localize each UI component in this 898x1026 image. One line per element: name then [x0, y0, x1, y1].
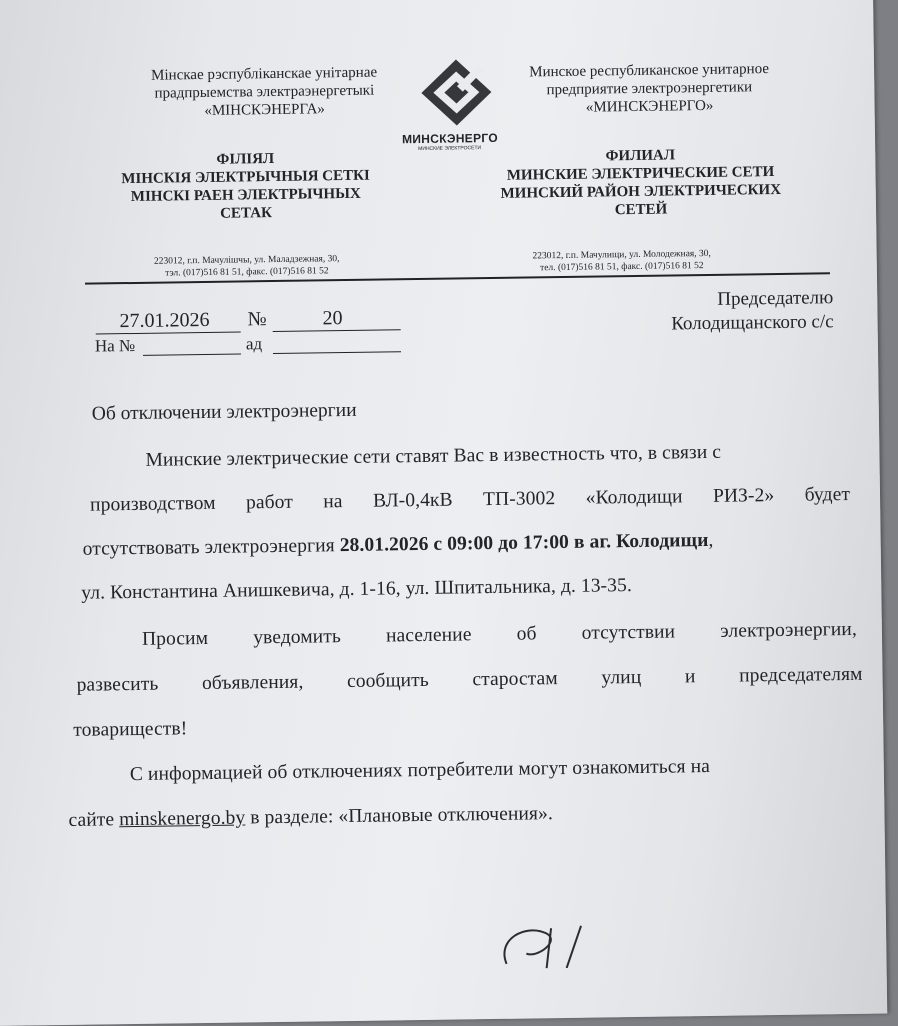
- paragraph-1-line-3: [83, 530, 714, 561]
- word: и: [684, 666, 696, 688]
- addressee: Председателю Колодищанского с/с: [671, 287, 834, 335]
- word: будет: [804, 483, 851, 506]
- word: на: [323, 491, 343, 513]
- word: развесить: [76, 673, 159, 696]
- website-suffix: в разделе: «Плановые отключения».: [245, 803, 553, 829]
- minskenergo-logo-icon: [409, 57, 505, 128]
- number-underline: [273, 329, 401, 332]
- word: Просим: [141, 627, 209, 650]
- paragraph-3-line-1: С информацией об отключениях потребители могут ознакомиться на: [129, 755, 711, 786]
- word: РИЗ-2»: [712, 485, 775, 507]
- signature-icon: [466, 907, 627, 969]
- logo-name: МИНСКЭНЕРГО: [401, 130, 499, 147]
- word: «Колодищи: [585, 486, 683, 509]
- paragraph-2-line-3: товариществ!: [73, 718, 188, 741]
- word: население: [385, 624, 472, 647]
- word: объявления,: [201, 671, 304, 695]
- website-prefix: сайте: [68, 809, 120, 831]
- branch-name-by: ФІЛІЯЛ МІНСКІЯ ЭЛЕКТРЫЧНЫЯ СЕТКІ МІНСКІ РАЕН ЭЛЕКТРЫЧНЫХ СЕТАК: [121, 151, 370, 222]
- company-logo: [401, 57, 505, 158]
- word: отсутствии: [581, 621, 676, 644]
- paragraph-3-line-2: [68, 803, 553, 832]
- word: ВЛ-0,4кВ: [372, 489, 453, 512]
- outage-date-place: 28.01.2026 с 09:00 до 17:00 в аг. Колодищи: [339, 529, 709, 557]
- paragraph-2-line-1: [142, 619, 857, 651]
- paragraph-1-line-4: ул. Константина Анишкевича, д. 1-16, ул. Шпитальника, д. 13-35.: [81, 575, 633, 604]
- word: об: [516, 623, 537, 645]
- letter-subject: Об отключении электроэнергии: [91, 399, 357, 425]
- word: старостам: [472, 668, 558, 691]
- address-ru: 223012, г.п. Мачулищи, ул. Молодежная, 30, тел. (017)516 81 51, факс. (017)516 81 52: [532, 248, 711, 274]
- org-name-by: Мінскае рэспубліканскае унітарнае прадпрыемства электраэнергетыкі «МІНСКЭНЕРГА»: [151, 64, 378, 119]
- reference-label: На №: [94, 335, 136, 356]
- logo-subtitle: МИНСКИЕ ЭЛЕКТРОСЕТИ: [418, 145, 482, 152]
- paragraph-1-line-1: Минские электрические сети ставят Вас в известность что, в связи с: [145, 441, 722, 471]
- word: уведомить: [253, 626, 342, 649]
- word: улиц: [601, 666, 642, 689]
- word: электроэнергии,: [720, 618, 858, 642]
- address-by: 223012, г.п. Мачулішчы, ул. Маладзежная, 30, тэл. (017)516 81 51, факс. (017)516 81 52: [153, 254, 340, 279]
- outage-text: отсутствовать электроэнергия: [82, 535, 340, 560]
- letter-number: 20: [322, 307, 343, 330]
- reference-underline: [143, 353, 241, 355]
- paragraph-1-line-2: [90, 484, 850, 517]
- website-link[interactable]: minskenergo.by: [118, 807, 246, 831]
- paragraph-2-line-2: [76, 664, 862, 697]
- org-name-ru: Минское республиканское унитарное предприятие электроэнергетики «МИНСКЭНЕРГО»: [529, 61, 770, 116]
- word: председателям: [738, 663, 863, 687]
- letter-date: 27.01.2026: [119, 308, 210, 333]
- reference-from-label: ад: [245, 334, 263, 354]
- number-label: №: [247, 308, 267, 331]
- word: сообщить: [346, 669, 429, 693]
- word: работ: [245, 491, 294, 514]
- date-underline: [96, 331, 241, 334]
- punctuation: ,: [708, 529, 714, 551]
- word: производством: [89, 492, 216, 516]
- word: ТП-3002: [482, 488, 556, 511]
- reference-from-underline: [273, 351, 401, 354]
- branch-name-ru: ФИЛИАЛ МИНСКИЕ ЭЛЕКТРИЧЕСКИЕ СЕТИ МИНСКИЙ РАЙОН ЭЛЕКТРИЧЕСКИХ СЕТЕЙ: [500, 147, 782, 219]
